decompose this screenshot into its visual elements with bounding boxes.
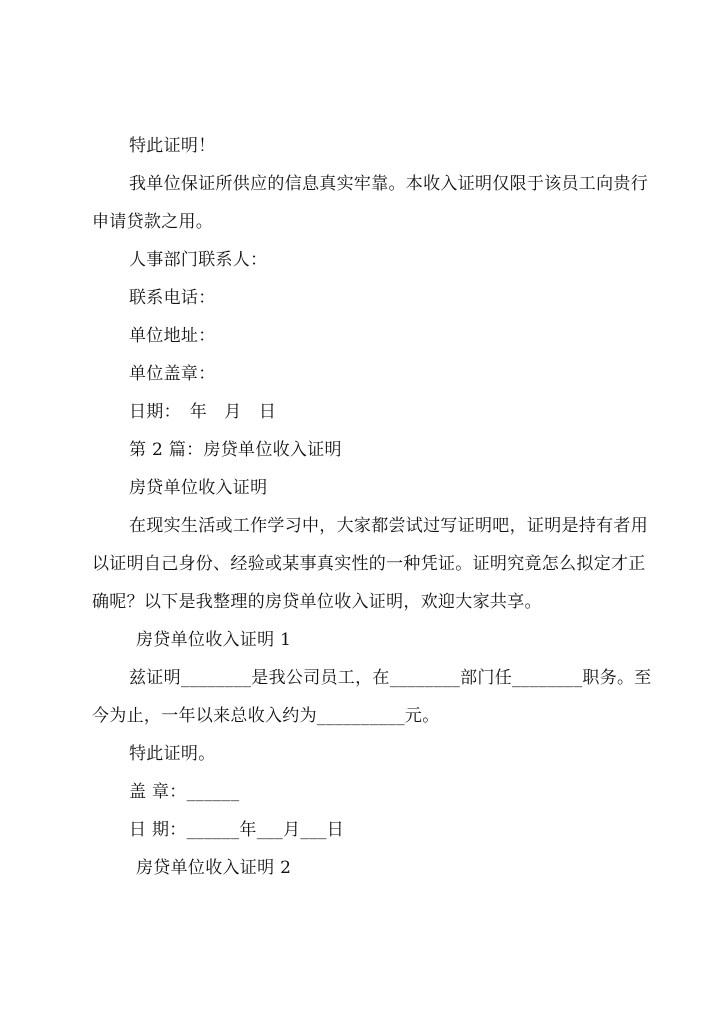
sample-1-date-field: 日 期：______年___月___日 [129, 820, 345, 840]
guarantee-paragraph-line-1: 我单位保证所供应的信息真实牢靠。本收入证明仅限于该员工向贵行 [129, 174, 648, 194]
intro-paragraph-line-1: 在现实生活或工作学习中，大家都尝试过写证明吧，证明是持有者用 [129, 516, 648, 536]
address-field: 单位地址： [129, 326, 216, 346]
hr-contact-field: 人事部门联系人： [129, 250, 268, 270]
seal-field: 单位盖章： [129, 364, 216, 384]
guarantee-paragraph-line-2: 申请贷款之用。 [92, 212, 214, 232]
sample-1-title: 房贷单位收入证明 1 [136, 630, 292, 650]
date-field: 日期： 年 月 日 [129, 402, 277, 422]
phone-field: 联系电话： [129, 288, 216, 308]
intro-paragraph-line-2: 以证明自己身份、经验或某事真实性的一种凭证。证明究竟怎么拟定才正 [92, 554, 646, 574]
closing-statement: 特此证明！ [129, 136, 216, 156]
intro-paragraph-line-3: 确呢？以下是我整理的房贷单位收入证明，欢迎大家共享。 [92, 592, 542, 612]
section-heading: 第 2 篇：房贷单位收入证明 [129, 440, 342, 460]
sample-2-title: 房贷单位收入证明 2 [136, 858, 292, 878]
sample-1-seal-field: 盖 章：______ [129, 782, 240, 802]
sample-1-body-line-2: 今为止，一年以来总收入约为__________元。 [92, 706, 440, 726]
sample-1-closing: 特此证明。 [129, 744, 216, 764]
sample-1-body-line-1: 兹证明________是我公司员工，在________部门任________职务。至 [129, 668, 652, 688]
document-title: 房贷单位收入证明 [129, 478, 268, 498]
